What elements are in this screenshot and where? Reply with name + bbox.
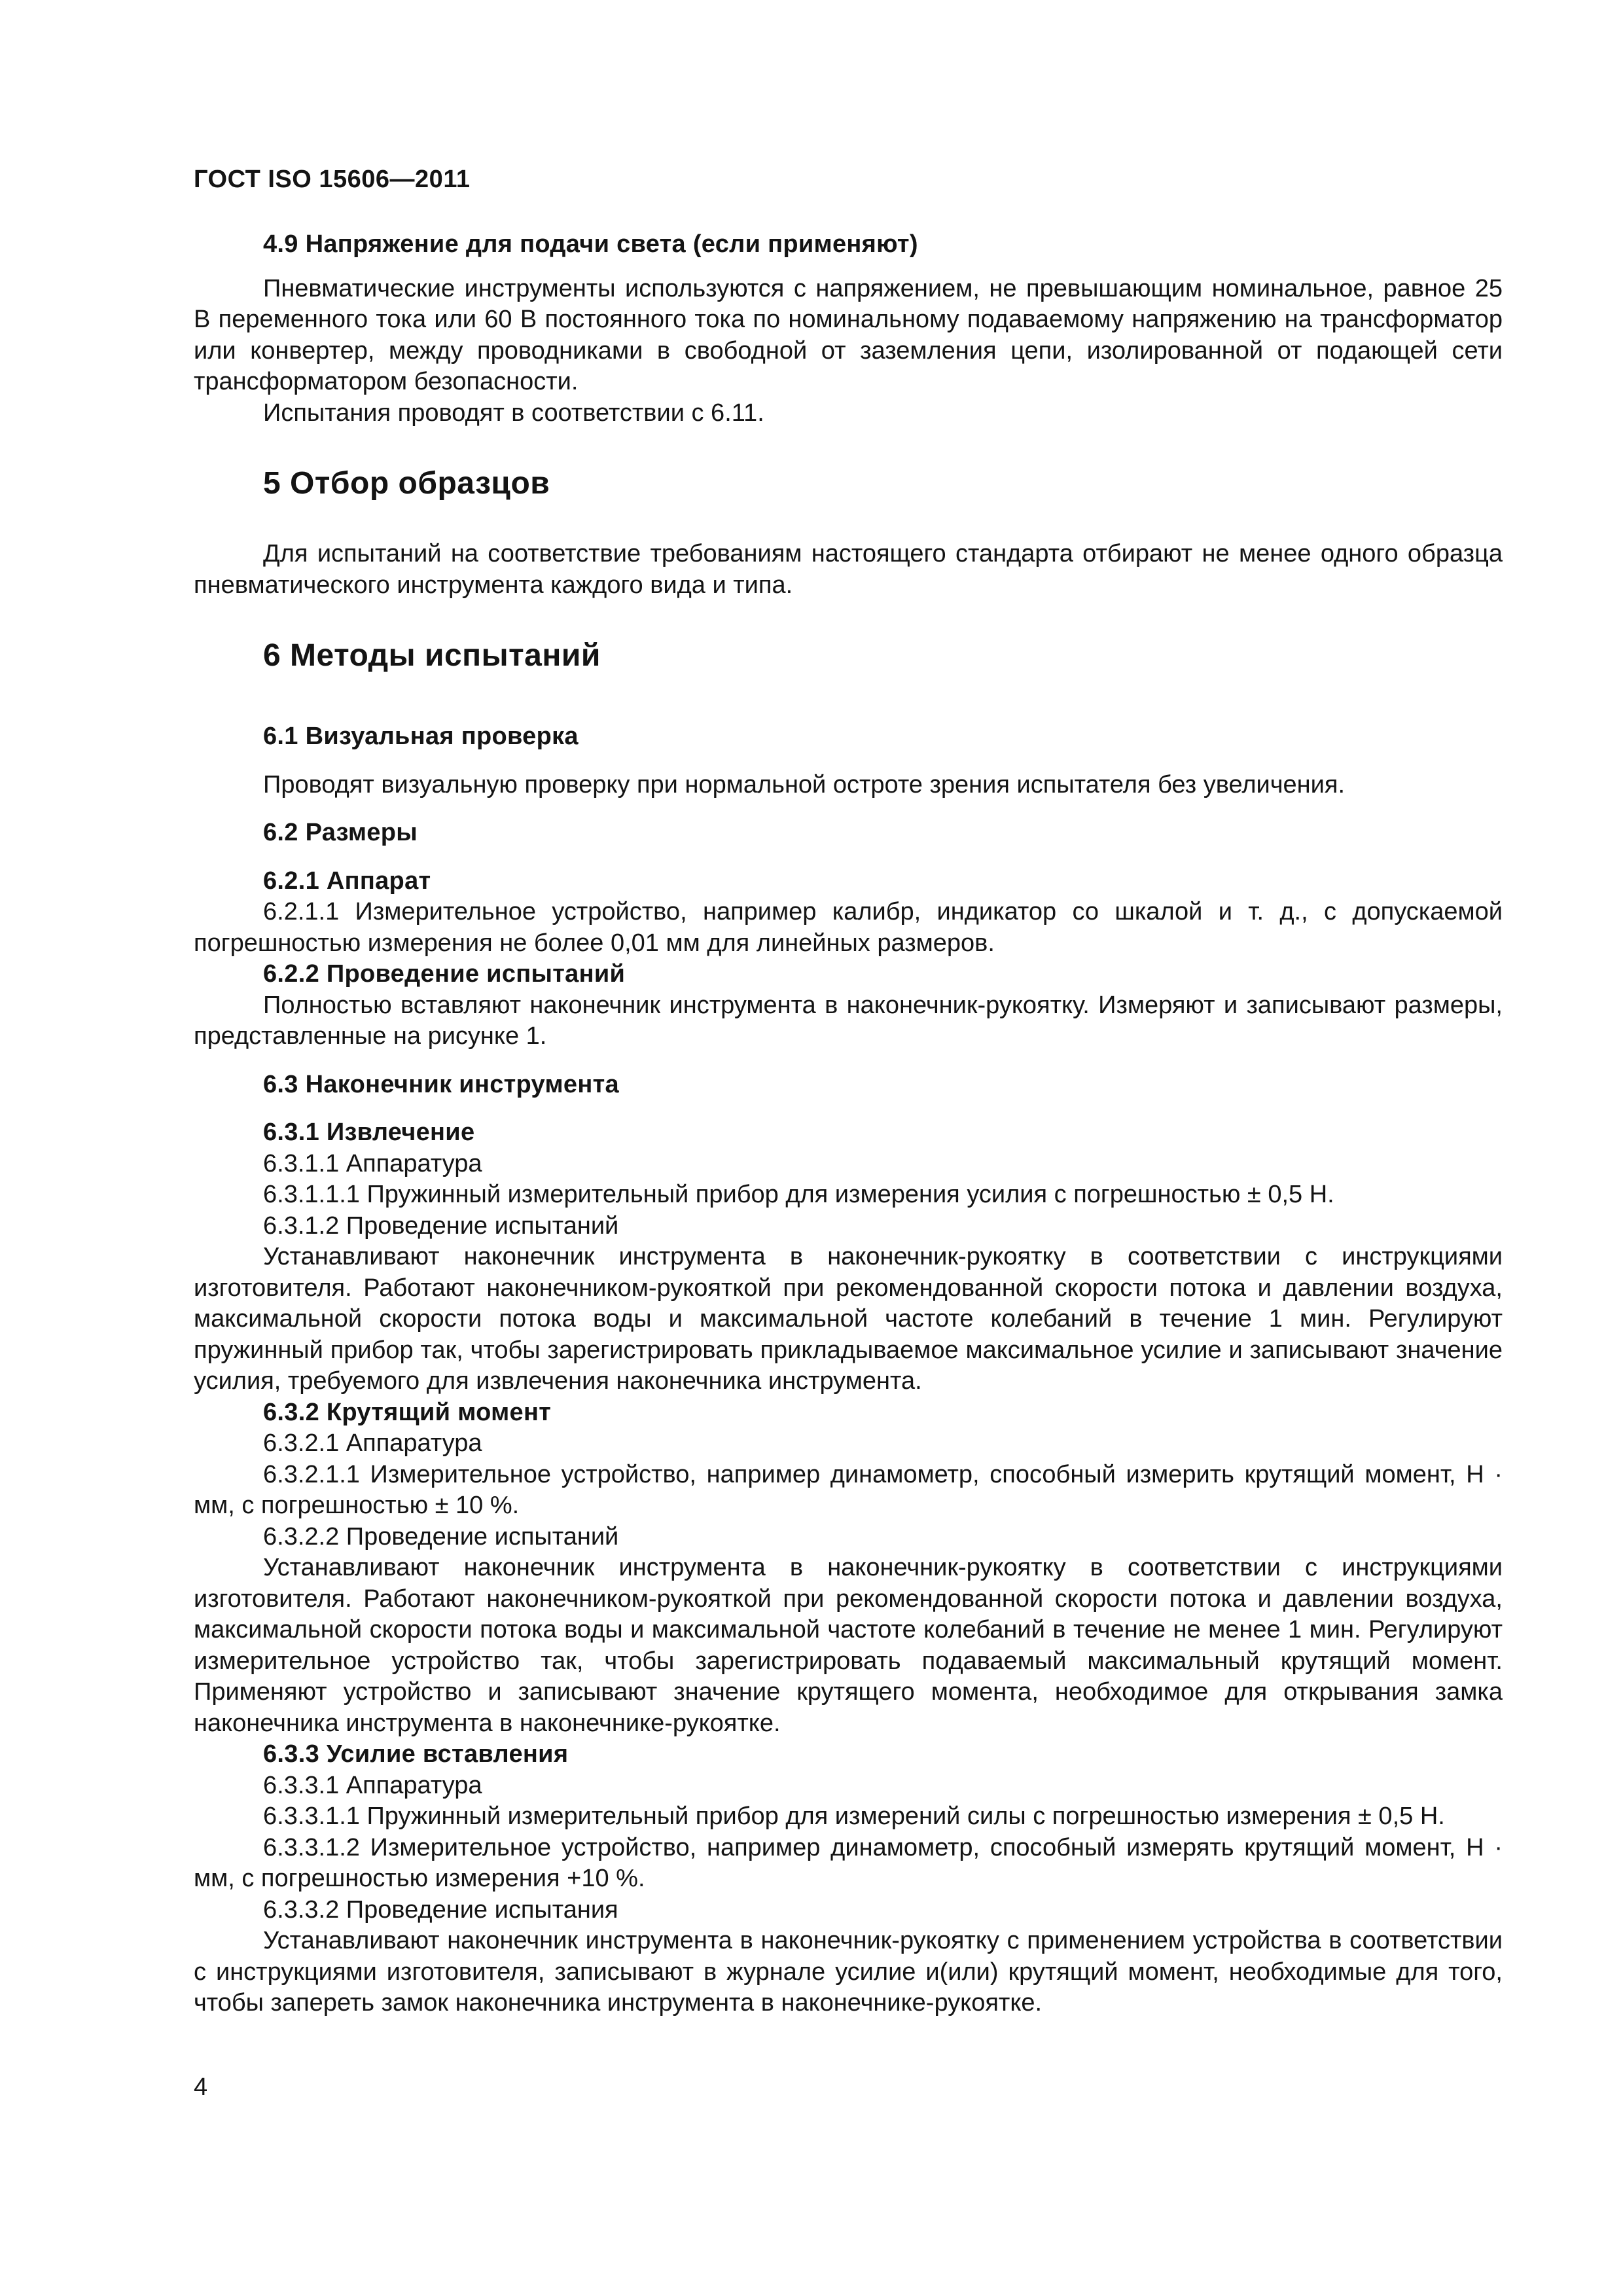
- section-4-9-heading: 4.9 Напряжение для подачи света (если применяют): [263, 230, 918, 258]
- section-4-9-paragraph-1: Пневматические инструменты используются с напряжением, не превышающим номинальное, равное 25 В переменного тока или 60 В постоянного тока по номинальному подаваемому напряжению на трансформатор или конвертер, между проводниками в свободной от заземления цепи, изолированной от подающей сети трансформатором безопасности.: [194, 274, 1503, 395]
- section-6-3-3-2-line: 6.3.3.2 Проведение испытания: [263, 1895, 618, 1924]
- section-6-3-1-2-line: 6.3.1.2 Проведение испытаний: [263, 1211, 619, 1240]
- section-6-3-3-1-1-paragraph: 6.3.3.1.1 Пружинный измерительный прибор для измерений силы с погрешностью измерения ± 0,5 Н.: [263, 1803, 1445, 1830]
- section-6-2-2-paragraph: Полностью вставляют наконечник инструмента в наконечник-рукоятку. Измеряют и записывают размеры, представленные на рисунке 1.: [194, 991, 1503, 1050]
- section-6-heading: 6 Методы испытаний: [263, 638, 601, 673]
- document-page: [194, 0, 1503, 2296]
- page-number: 4: [194, 2073, 208, 2101]
- section-6-1-heading: 6.1 Визуальная проверка: [263, 723, 579, 750]
- section-4-9-paragraph-2: Испытания проводят в соответствии с 6.11.: [263, 399, 764, 427]
- section-6-3-1-1-1-paragraph: 6.3.1.1.1 Пружинный измерительный прибор для измерения усилия с погрешностью ± 0,5 Н.: [263, 1181, 1334, 1208]
- section-6-3-2-heading: 6.3.2 Крутящий момент: [263, 1398, 552, 1426]
- section-6-3-2-1-1-paragraph: 6.3.2.1.1 Измерительное устройство, например динамометр, способный измерить крутящий момент, Н · мм, с погрешностью ± 10 %.: [194, 1460, 1503, 1519]
- document-code-header: ГОСТ ISO 15606—2011: [194, 166, 471, 193]
- section-6-3-heading: 6.3 Наконечник инструмента: [263, 1070, 619, 1098]
- section-6-3-1-1-line: 6.3.1.1 Аппаратура: [263, 1149, 482, 1177]
- section-6-3-2-2-paragraph: Устанавливают наконечник инструмента в наконечник-рукоятку в соответствии с инструкциями изготовителя. Работают наконечником-рукояткой при рекомендованной скорости потока и давлении воздуха, максимальной скорости потока воды и максимальной частоте колебаний в течение не менее 1 мин. Регулируют измерительное устройство так, чтобы зарегистрировать подаваемый максимальный крутящий момент. Применяют устройство и записывают значение крутящего момента, необходимое для открывания замка наконечника инструмента в наконечнике-рукоятке.: [194, 1554, 1503, 1737]
- page-content: [194, 229, 1503, 2019]
- section-6-3-2-2-line: 6.3.2.2 Проведение испытаний: [263, 1522, 619, 1551]
- section-6-3-3-2-paragraph: Устанавливают наконечник инструмента в наконечник-рукоятку с применением устройства в соответствии с инструкциями изготовителя, записывают в журнале усилие и(или) крутящий момент, необходимые для того, чтобы запереть замок наконечника инструмента в наконечнике-рукоятке.: [194, 1927, 1503, 2017]
- section-6-1-paragraph: Проводят визуальную проверку при нормальной остроте зрения испытателя без увеличения.: [263, 770, 1345, 798]
- section-6-3-1-heading: 6.3.1 Извлечение: [263, 1119, 475, 1146]
- section-5-heading: 5 Отбор образцов: [263, 466, 550, 501]
- section-6-2-heading: 6.2 Размеры: [263, 819, 418, 846]
- section-6-3-3-1-2-paragraph: 6.3.3.1.2 Измерительное устройство, например динамометр, способный измерять крутящий момент, Н · мм, с погрешностью измерения +10 %.: [194, 1833, 1503, 1892]
- section-6-2-1-heading: 6.2.1 Аппарат: [263, 867, 431, 895]
- section-6-3-2-1-line: 6.3.2.1 Аппаратура: [263, 1429, 482, 1457]
- section-6-3-3-heading: 6.3.3 Усилие вставления: [263, 1740, 569, 1768]
- section-6-3-3-1-line: 6.3.3.1 Аппаратура: [263, 1771, 482, 1799]
- section-6-2-2-heading: 6.2.2 Проведение испытаний: [263, 960, 626, 988]
- section-6-2-1-1-paragraph: 6.2.1.1 Измерительное устройство, например калибр, индикатор со шкалой и т. д., с допускаемой погрешностью измерения не более 0,01 мм для линейных размеров.: [194, 898, 1503, 957]
- section-5-paragraph-1: Для испытаний на соответствие требованиям настоящего стандарта отбирают не менее одного образца пневматического инструмента каждого вида и типа.: [194, 540, 1503, 599]
- section-6-3-1-2-paragraph: Устанавливают наконечник инструмента в наконечник-рукоятку в соответствии с инструкциями изготовителя. Работают наконечником-рукояткой при рекомендованной скорости потока и давлении воздуха, максимальной скорости потока воды и максимальной частоте колебаний в течение 1 мин. Регулируют пружинный прибор так, чтобы зарегистрировать прикладываемое максимальное усилие и записывают значение усилия, требуемого для извлечения наконечника инструмента.: [194, 1243, 1503, 1395]
